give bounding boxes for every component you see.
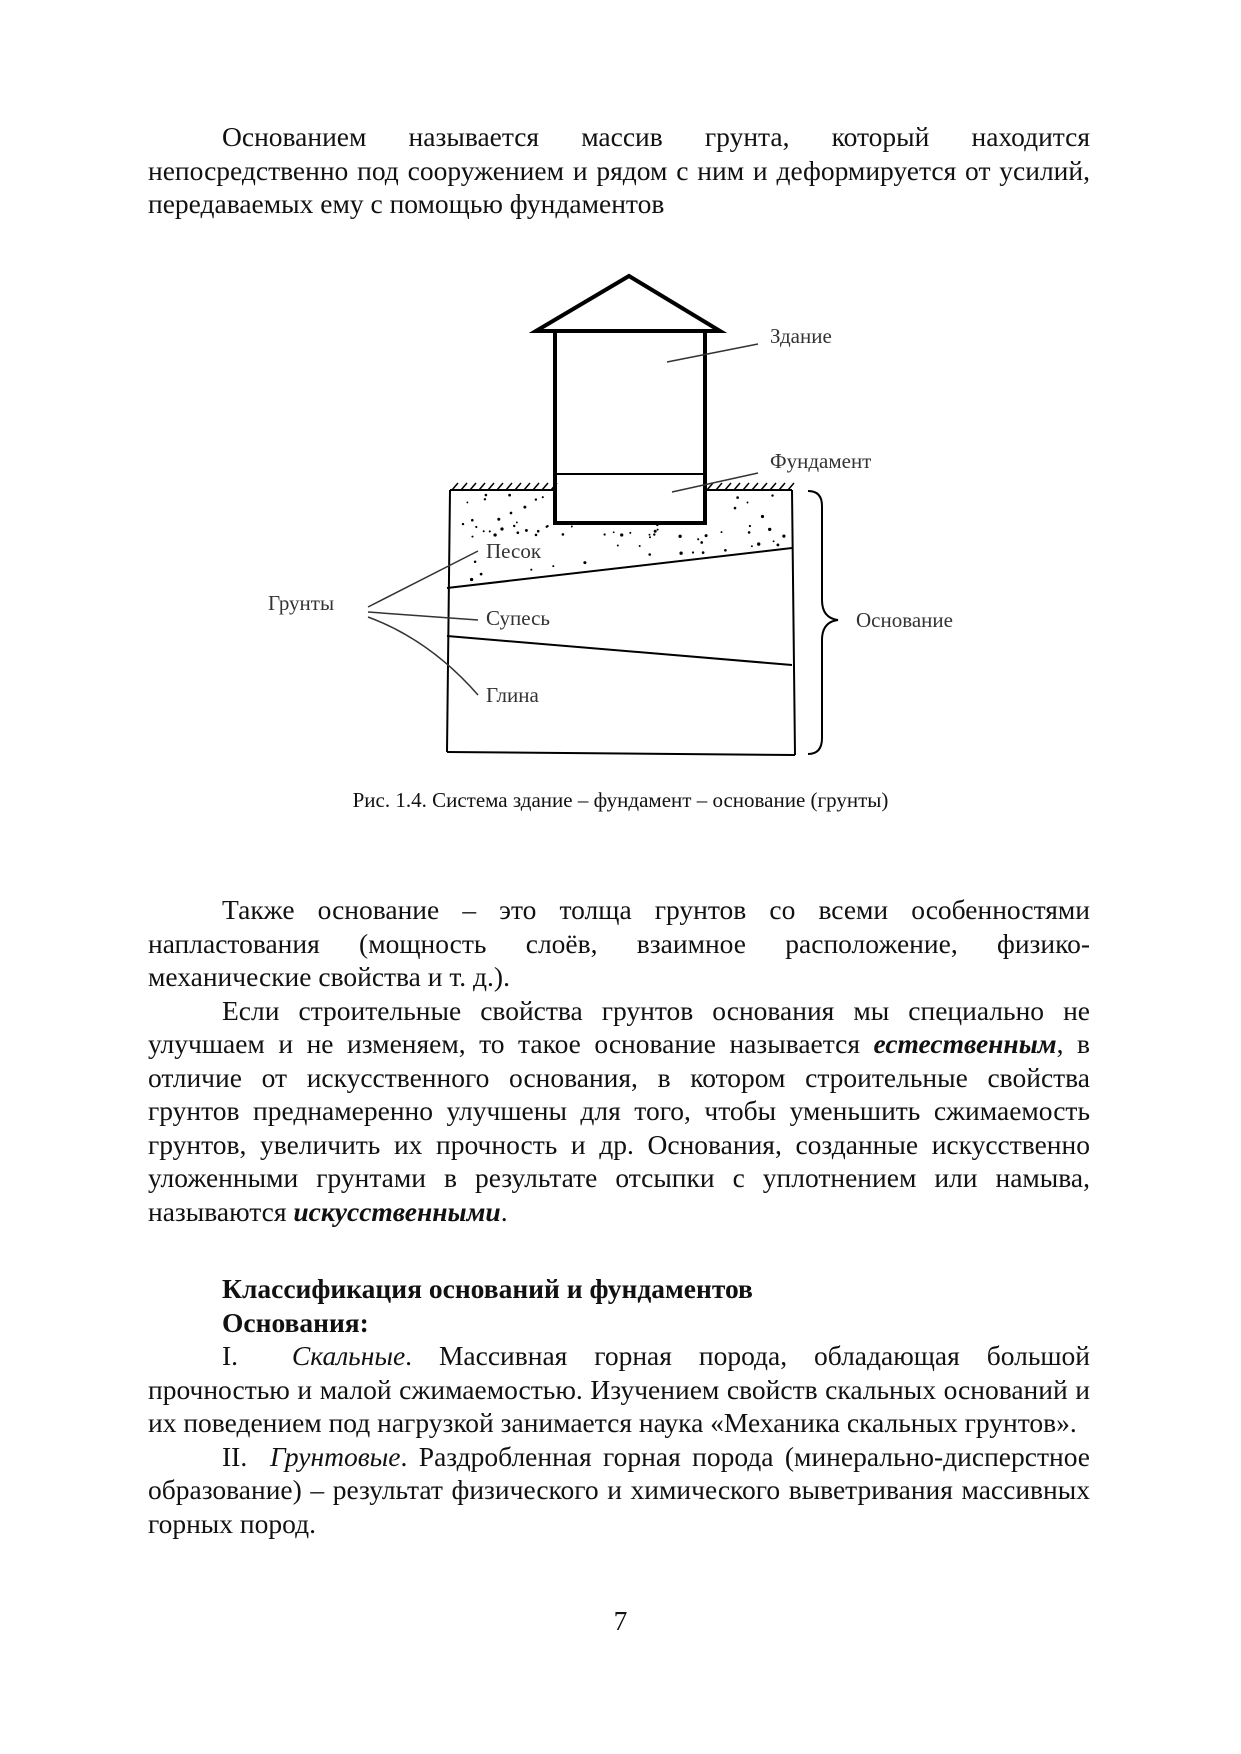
classification-section	[148, 1272, 1090, 1540]
term-artificial: искусственными	[293, 1195, 501, 1227]
section-heading: Классификация оснований и фундаментов	[222, 1273, 753, 1304]
item-numeral: I.	[222, 1340, 239, 1371]
clay-boundary	[447, 636, 792, 665]
main-text	[148, 893, 1090, 1228]
intro-paragraph: Основанием называется массив грунта, который находится непосредственно под сооружением и рядом с ним и деформируется от усилий, передаваемых ему с помощью фундаментов	[148, 121, 1090, 219]
term-natural: естественным	[873, 1028, 1057, 1059]
label-sand: Песок	[486, 539, 542, 563]
paragraph-text: .	[500, 1195, 508, 1227]
label-building: Здание	[770, 324, 832, 348]
building-foundation-soil-diagram	[0, 0, 1241, 780]
item-text: . Массивная горная порода, обладающая большой прочностью и малой сжимаемостью. Изучением свойств скальных оснований и их поведением под нагрузкой занимается наука «Механика скальных грунтов».	[148, 1340, 1091, 1438]
ground-surface	[450, 483, 794, 490]
paragraph-strata: Также основание – это толща грунтов со всеми особенностями напластования (мощность слоёв, взаимное расположение, физико-механические свойства и т. д.).	[148, 894, 1090, 992]
item-numeral: II.	[222, 1440, 248, 1472]
label-soils: Грунты	[268, 591, 335, 615]
label-sandy-loam: Супесь	[486, 606, 550, 630]
paragraph-text: Если строительные свойства грунтов основания мы специально не улучшаем и не изменяем, то такое основание называется	[148, 994, 1090, 1059]
item-soil	[148, 1440, 1090, 1541]
term-soil: Грунтовые	[270, 1440, 401, 1472]
label-clay: Глина	[486, 683, 539, 707]
page-number: 7	[613, 1605, 628, 1636]
base-brace	[808, 491, 838, 754]
item-text: . Раздробленная горная порода (минерально-дисперстное образование) – результат физического и химического выветривания массивных горных пород.	[148, 1440, 1090, 1539]
item-rock	[148, 1339, 1090, 1440]
paragraph-text: , в отличие от искусственного основания, в котором строительные свойства грунтов преднамеренно улучшены для того, чтобы уменьшить сжимаемость грунтов, увеличить их прочность и др. Основания, созданные искусственно уложенными грунтами в результате отсыпки с уплотнением или намыва, называются	[148, 1028, 1090, 1227]
figure-caption: Рис. 1.4. Система здание – фундамент – основание (грунты)	[352, 788, 889, 812]
label-foundation: Фундамент	[770, 449, 872, 473]
roof-shape	[536, 276, 720, 331]
term-rock: Скальные	[291, 1340, 406, 1371]
leader-lines	[368, 344, 758, 695]
paragraph-natural-artificial	[148, 994, 1090, 1229]
building-shape	[555, 331, 705, 523]
label-base: Основание	[856, 608, 953, 632]
subheading-bases: Основания:	[222, 1306, 369, 1338]
